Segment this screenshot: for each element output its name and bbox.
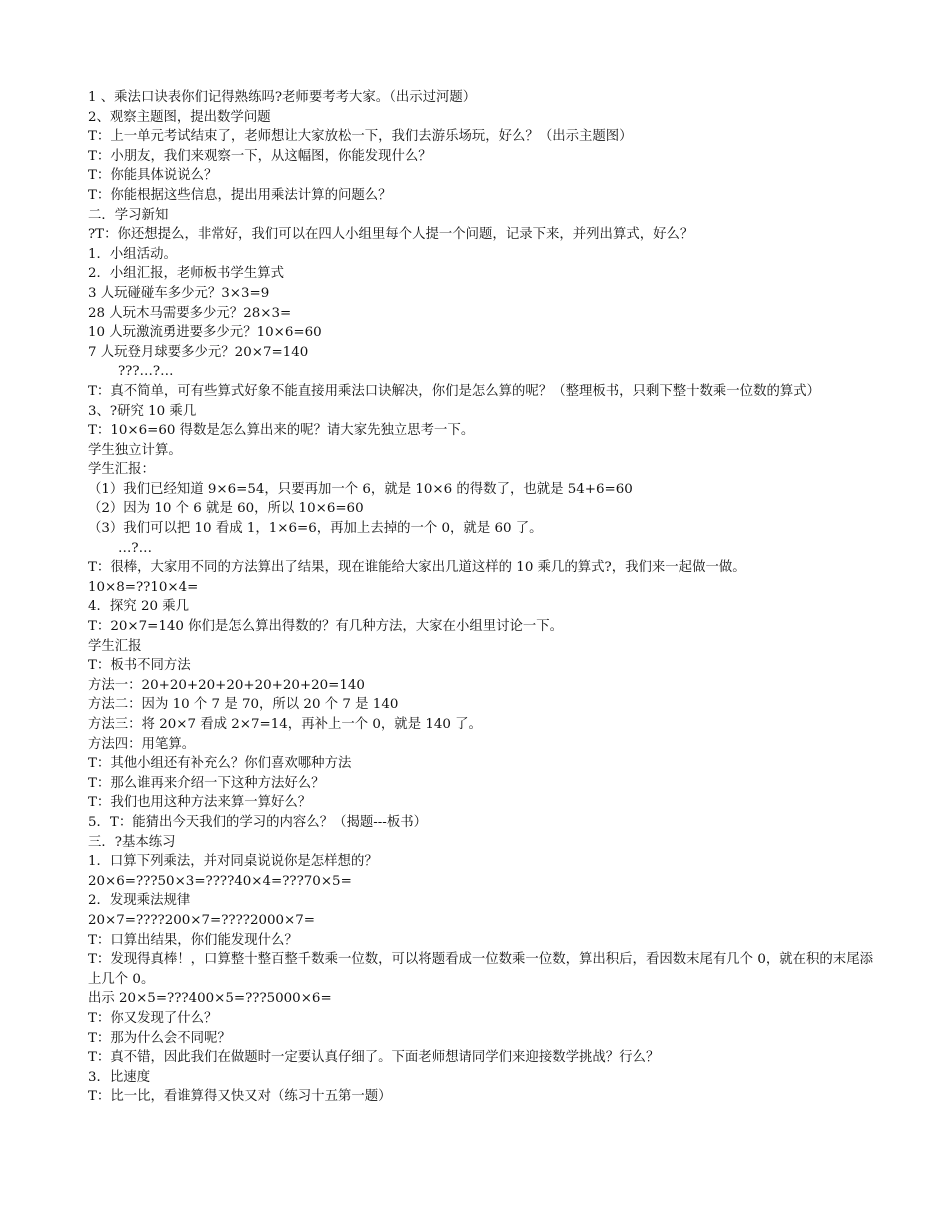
text-line: T：你能具体说说么？ [88,168,218,184]
text-line: 方法四：用笔算。 [88,736,196,752]
text-line: 28 人玩木马需要多少元？28×3= [88,305,292,321]
text-line: 方法二：因为 10 个 7 是 70，所以 20 个 7 是 140 [88,697,399,713]
text-line: T：你能根据这些信息，提出用乘法计算的问题么？ [88,187,392,203]
text-line: 方法三：将 20×7 看成 2×7=14，再补上一个 0，就是 140 了。 [88,717,482,732]
text-line: T：上一单元考试结束了，老师想让大家放松一下，我们去游乐场玩，好么？（出示主题图） [88,129,633,145]
text-line: （2）因为 10 个 6 就是 60，所以 10×6=60 [88,501,364,517]
text-line: ?T：你还想提么，非常好，我们可以在四人小组里每个人提一个问题，记录下来，并列出算式，好么？ [88,227,694,243]
section-heading: 4．探究 20 乘几 [88,599,190,615]
text-line: 2．小组汇报，老师板书学生算式 [88,266,284,282]
text-line: T：20×7=140 你们是怎么算出得数的？有几种方法，大家在小组里讨论一下。 [88,619,564,635]
document-body [88,88,878,1107]
text-line: T：很棒，大家用不同的方法算出了结果，现在谁能给大家出几道这样的 10 乘几的算式?，我们来一起做一做。 [88,560,746,576]
text-line: 学生汇报： [88,462,155,478]
text-line: 1 、乘法口诀表你们记得熟练吗?老师要考考大家。（出示过河题） [88,90,477,105]
text-line: 3 人玩碰碰车多少元？3×3=9 [88,285,270,301]
text-line: 方法一：20+20+20+20+20+20+20=140 [88,677,365,693]
text-line: …?… [118,540,152,556]
text-line: 1．小组活动。 [88,246,177,262]
text-line: T：那么谁再来介绍一下这种方法好么？ [88,775,325,791]
text-line: 10×8=??10×4= [88,579,199,595]
text-line: T：真不简单，可有些算式好象不能直接用乘法口诀解决，你们是怎么算的呢？（整理板书，只剩下整十数乘一位数的算式） [88,383,821,399]
text-line: T：那为什么会不同呢？ [88,1030,231,1046]
text-line: 20×6=???50×3=????40×4=???70×5= [88,873,352,889]
section-heading: 2、观察主题图，提出数学问题 [88,109,271,125]
text-line: T：我们也用这种方法来算一算好么？ [88,795,312,811]
text-line: T：小朋友，我们来观察一下，从这幅图，你能发现什么？ [88,148,432,164]
text-line: 学生独立计算。 [88,442,182,458]
text-line: 出示 20×5=???400×5=???5000×6= [88,991,332,1007]
text-line: 学生汇报 [88,638,142,654]
section-heading: 3．比速度 [88,1069,151,1085]
section-heading: 2．发现乘法规律 [88,893,191,909]
text-line: T：真不错，因此我们在做题时一定要认真仔细了。下面老师想请同学们来迎接数学挑战？行么？ [88,1050,660,1066]
text-line: 5．T：能猜出今天我们的学习的内容么？（揭题---板书） [88,814,428,830]
section-heading: 3、?研究 10 乘几 [88,403,197,419]
text-line: 10 人玩激流勇进要多少元？10×6=60 [88,325,322,341]
text-line: ???…?… [118,364,174,380]
text-line: T：板书不同方法 [88,658,191,674]
text-line: 7 人玩登月球要多少元？20×7=140 [88,344,309,360]
text-line: （3）我们可以把 10 看成 1，1×6=6，再加上去掉的一个 0，就是 60 了。 [88,521,543,537]
section-heading: 三．?基本练习 [88,834,176,850]
text-line: T：发现得真棒！，口算整十整百整千数乘一位数，可以将题看成一位数乘一位数，算出积后，看因数末尾有几个 0，就在积的末尾添上几个 0。 [88,952,873,987]
text-line: 1．口算下列乘法，并对同桌说说你是怎样想的？ [88,854,378,870]
text-line: T：10×6=60 得数是怎么算出来的呢？请大家先独立思考一下。 [88,423,475,439]
text-line: T：口算出结果，你们能发现什么？ [88,932,298,948]
text-line: （1）我们已经知道 9×6=54，只要再加一个 6，就是 10×6 的得数了，也就是 54+6=60 [88,481,633,497]
section-heading: 二．学习新知 [88,207,169,223]
text-line: 20×7=????200×7=????2000×7= [88,912,315,928]
text-line: T：你又发现了什么？ [88,1010,218,1026]
text-line: T：其他小组还有补充么？你们喜欢哪种方法 [88,756,352,772]
text-line: T：比一比，看谁算得又快又对（练习十五第一题） [88,1089,392,1105]
